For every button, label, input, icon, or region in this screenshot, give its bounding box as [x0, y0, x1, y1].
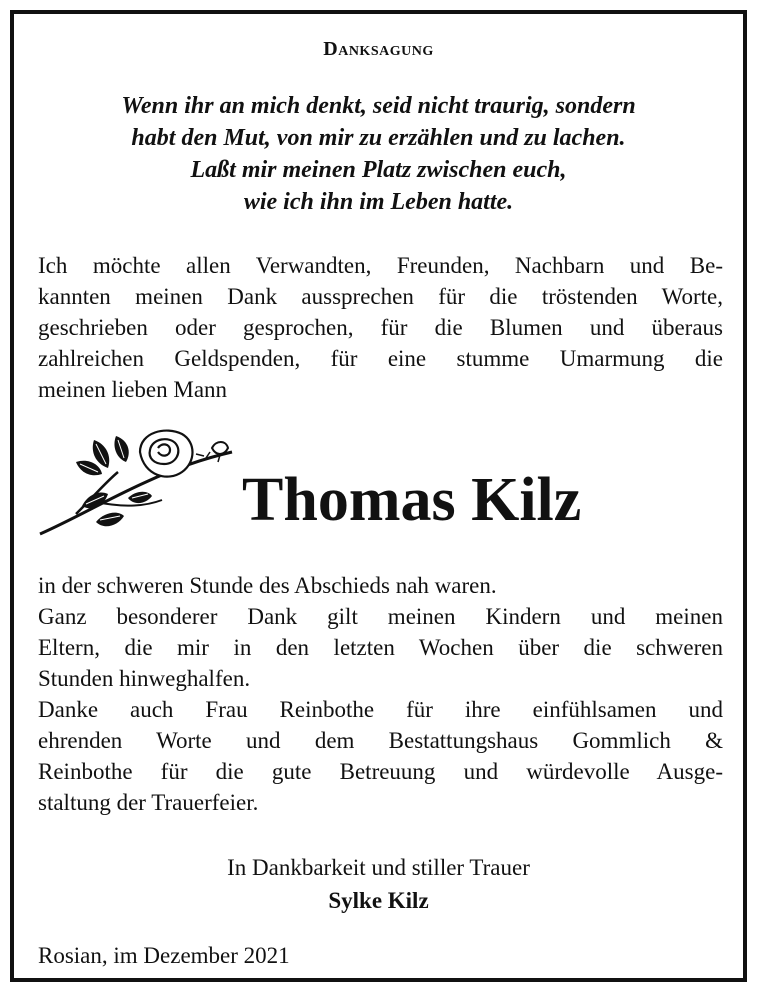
poem-line: Wenn ihr an mich denkt, seid nicht traurig, sondern [121, 93, 636, 119]
closing-line: In Dankbarkeit und stiller Trauer [227, 855, 530, 880]
place-date: Rosian, im Dezember 2021 [38, 943, 290, 968]
notice-frame [10, 10, 747, 982]
signature: Sylke Kilz [328, 888, 429, 913]
text-line: Reinbothe für die gute Betreuung und würdevolle Ausge- [38, 759, 723, 784]
deceased-name: Thomas Kilz [242, 466, 582, 534]
text-line: staltung der Trauerfeier. [38, 790, 259, 815]
text-line: ehrenden Worte und dem Bestattungshaus Gommlich & [38, 728, 723, 753]
poem-line: habt den Mut, von mir zu erzählen und zu lachen. [131, 125, 626, 151]
text-line: Eltern, die mir in den letzten Wochen über die schweren [38, 635, 723, 660]
text-line: meinen lieben Mann [38, 377, 228, 402]
text-line: Ganz besonderer Dank gilt meinen Kindern und meinen [38, 604, 723, 629]
thanks-paragraph-1 [38, 250, 723, 405]
poem-line: wie ich ihn im Leben hatte. [243, 189, 514, 215]
text-line: Stunden hinweghalfen. [38, 666, 251, 691]
text-line: in der schweren Stunde des Abschieds nah waren. [38, 573, 497, 598]
poem-quote [14, 90, 743, 218]
rose-icon [36, 422, 236, 542]
text-line: zahlreichen Geldspenden, für eine stumme Umarmung die [38, 346, 723, 371]
text-line: Ich möchte allen Verwandten, Freunden, Nachbarn und Be- [38, 253, 723, 278]
thanks-paragraph-2 [38, 570, 723, 818]
text-line: geschrieben oder gesprochen, für die Blumen und überaus [38, 315, 723, 340]
poem-line: Laßt mir meinen Platz zwischen euch, [190, 157, 567, 183]
text-line: kannten meinen Dank aussprechen für die tröstenden Worte, [38, 284, 723, 309]
notice-heading: Danksagung [323, 38, 434, 60]
text-line: Danke auch Frau Reinbothe für ihre einfühlsamen und [38, 697, 723, 722]
